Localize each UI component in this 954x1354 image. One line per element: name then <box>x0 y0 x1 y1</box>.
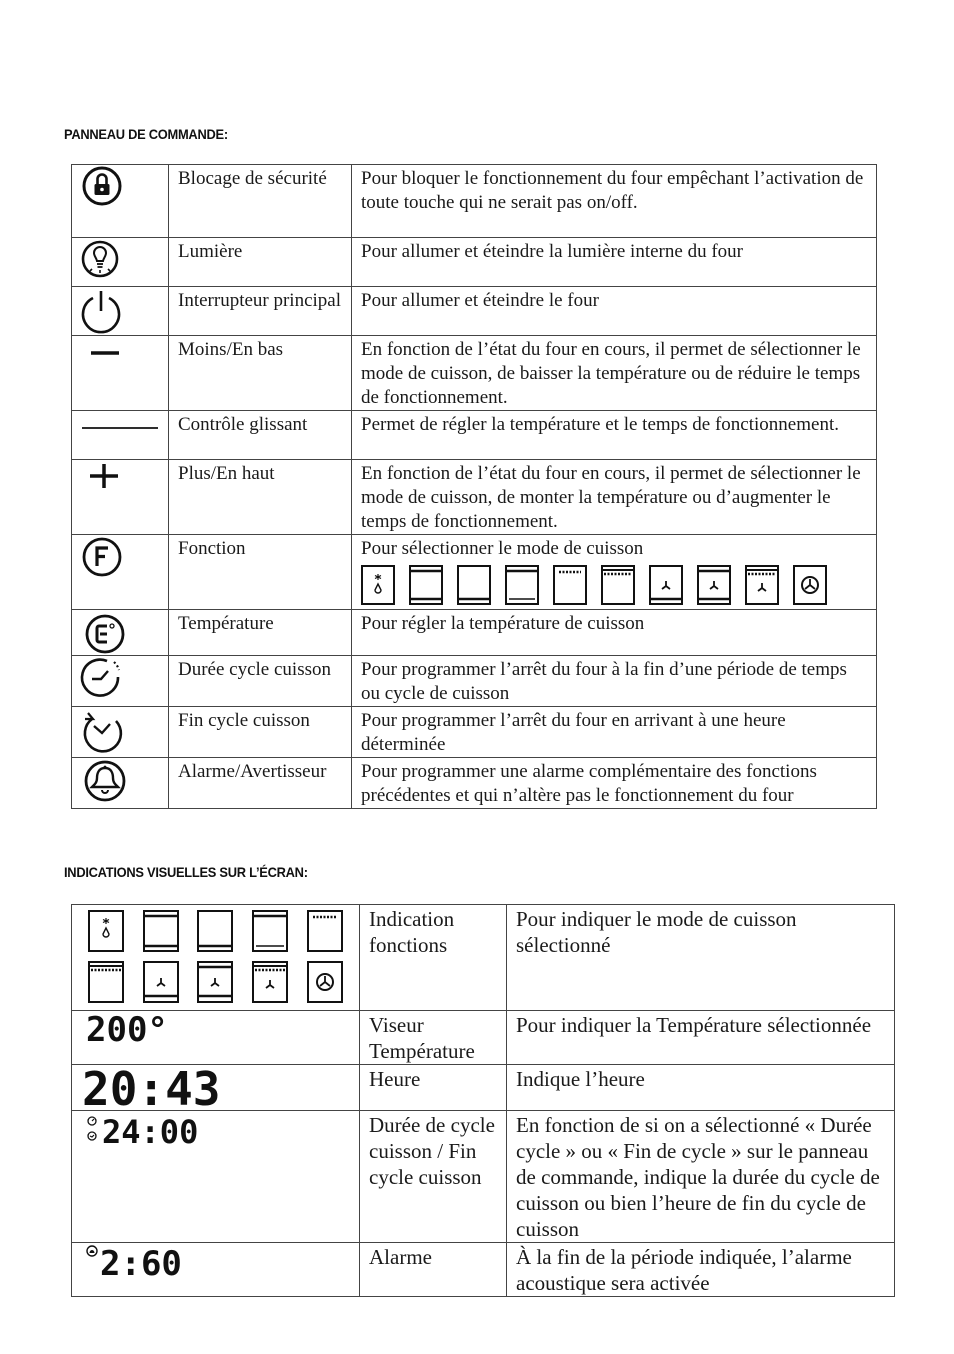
clock-readout-display <box>72 1065 360 1111</box>
duration-clock-icon <box>72 656 169 705</box>
display-cell <box>72 1011 360 1065</box>
temperature-c-icon <box>72 610 169 656</box>
display-indications-table <box>71 904 895 1297</box>
defrost-mode-icon <box>361 565 395 605</box>
table-row <box>72 238 877 287</box>
icon-cell <box>72 707 169 758</box>
end-time-clock-icon <box>72 707 169 756</box>
alarm-readout: 2:60 <box>100 1244 182 1284</box>
turbo-fan-mode-icon <box>308 962 342 1002</box>
fan-bottom-mode-icon <box>144 962 178 1002</box>
function-description: Pour sélectionner le mode de cuisson <box>361 538 644 559</box>
table-row <box>72 336 877 411</box>
row-label: Alarme/Avertisseur <box>169 758 352 809</box>
row-label: Durée de cycle cuisson / Fin cycle cuisson <box>360 1111 507 1243</box>
icon-cell <box>72 535 169 610</box>
table-row <box>72 656 877 707</box>
table-row <box>72 411 877 460</box>
row-label: Fin cycle cuisson <box>169 707 352 758</box>
row-description: Pour indiquer le mode de cuisson sélectionné <box>507 905 895 1011</box>
display-cell <box>72 905 360 1011</box>
table-row <box>72 1011 895 1065</box>
cycle-readout: 24:00 <box>102 1113 199 1151</box>
icon-cell <box>72 287 169 336</box>
icon-cell <box>72 165 169 238</box>
row-label: Viseur Température <box>360 1011 507 1065</box>
table-row <box>72 707 877 758</box>
function-f-icon <box>72 535 169 610</box>
top-heat-mode-icon <box>505 565 539 605</box>
row-label: Fonction <box>169 535 352 610</box>
row-label: Lumière <box>169 238 352 287</box>
icon-cell <box>72 460 169 535</box>
plus-icon <box>72 460 169 533</box>
fan-top-bottom-mode-icon <box>198 962 232 1002</box>
table-row <box>72 460 877 535</box>
cycle-readout-display <box>72 1111 360 1243</box>
fan-top-bottom-mode-icon <box>697 565 731 605</box>
row-description: En fonction de si on a sélectionné « Durée cycle » ou « Fin de cycle » sur le panneau de commande, indique la durée du cycle de cuisson ou bien l’heure de fin du cycle de cuisson <box>507 1111 895 1243</box>
icon-cell <box>72 238 169 287</box>
bell-icon <box>72 758 169 807</box>
defrost-mode-icon <box>89 911 123 951</box>
fan-grill-mode-icon <box>253 962 287 1002</box>
icon-cell <box>72 656 169 707</box>
fan-bottom-mode-icon <box>649 565 683 605</box>
row-description: Pour allumer et éteindre la lumière interne du four <box>352 238 877 287</box>
grill-small-mode-icon <box>308 911 342 951</box>
table-row <box>72 905 895 1011</box>
cycle-clock-icons <box>88 1117 96 1140</box>
cooking-modes <box>361 565 870 605</box>
control-panel-table <box>71 164 877 809</box>
icon-cell <box>72 411 169 460</box>
top-bottom-heat-mode-icon <box>409 565 443 605</box>
table-row <box>72 1111 895 1243</box>
row-description: Pour bloquer le fonctionnement du four empêchant l’activation de toute touche qui ne serait pas on/off. <box>352 165 877 238</box>
row-description: À la fin de la période indiquée, l’alarme acoustique sera activée <box>507 1243 895 1297</box>
minus-icon <box>72 336 169 409</box>
row-label: Moins/En bas <box>169 336 352 411</box>
grill-small-mode-icon <box>553 565 587 605</box>
turbo-fan-mode-icon <box>793 565 827 605</box>
top-heat-mode-icon <box>253 911 287 951</box>
table-row <box>72 165 877 238</box>
row-description: Pour programmer une alarme complémentaire des fonctions précédentes et qui n’altère pas le fonctionnement du four <box>352 758 877 809</box>
table-row <box>72 287 877 336</box>
row-label: Blocage de sécurité <box>169 165 352 238</box>
row-description: Permet de régler la température et le temps de fonctionnement. <box>352 411 877 460</box>
icon-cell <box>72 610 169 656</box>
section-title-control-panel: PANNEAU DE COMMANDE: <box>64 126 228 142</box>
mode-indicator-icons <box>72 905 360 1011</box>
row-description: Pour programmer l’arrêt du four en arrivant à une heure déterminée <box>352 707 877 758</box>
padlock-icon <box>72 165 169 238</box>
grill-full-mode-icon <box>601 565 635 605</box>
display-cell <box>72 1111 360 1243</box>
table-row <box>72 535 877 610</box>
section-title-display: INDICATIONS VISUELLES SUR L’ÉCRAN: <box>64 864 308 880</box>
bottom-heat-mode-icon <box>198 911 232 951</box>
row-description <box>352 535 877 610</box>
row-description: Pour allumer et éteindre le four <box>352 287 877 336</box>
icon-cell <box>72 336 169 411</box>
row-description: En fonction de l’état du four en cours, il permet de sélectionner le mode de cuisson, de baisser la température ou de réduire le temps de fonctionnement. <box>352 336 877 411</box>
clock-readout: 20:43 <box>82 1065 221 1111</box>
table-row <box>72 610 877 656</box>
row-label: Durée cycle cuisson <box>169 656 352 707</box>
alarm-readout-display <box>72 1243 360 1297</box>
grill-full-mode-icon <box>89 962 123 1002</box>
row-label: Alarme <box>360 1243 507 1297</box>
icon-cell <box>72 758 169 809</box>
row-label: Indication fonctions <box>360 905 507 1011</box>
display-cell <box>72 1065 360 1111</box>
row-label: Heure <box>360 1065 507 1111</box>
light-bulb-icon <box>72 238 169 287</box>
row-description: Indique l’heure <box>507 1065 895 1111</box>
row-description: En fonction de l’état du four en cours, il permet de sélectionner le mode de cuisson, de monter la température ou d’augmenter le temps de fonctionnement. <box>352 460 877 535</box>
row-label: Contrôle glissant <box>169 411 352 460</box>
alarm-bell-icon <box>87 1246 97 1256</box>
slider-line-icon <box>72 411 169 460</box>
temperature-readout: 200° <box>86 1011 168 1050</box>
temperature-readout-display <box>72 1011 360 1063</box>
table-row <box>72 1243 895 1297</box>
bottom-heat-mode-icon <box>457 565 491 605</box>
row-label: Interrupteur principal <box>169 287 352 336</box>
table-row <box>72 758 877 809</box>
row-label: Plus/En haut <box>169 460 352 535</box>
display-cell <box>72 1243 360 1297</box>
power-icon <box>72 287 169 336</box>
top-bottom-heat-mode-icon <box>144 911 178 951</box>
table-row <box>72 1065 895 1111</box>
row-description: Pour régler la température de cuisson <box>352 610 877 656</box>
row-description: Pour programmer l’arrêt du four à la fin d’une période de temps ou cycle de cuisson <box>352 656 877 707</box>
fan-grill-mode-icon <box>745 565 779 605</box>
row-description: Pour indiquer la Température sélectionnée <box>507 1011 895 1065</box>
row-label: Température <box>169 610 352 656</box>
